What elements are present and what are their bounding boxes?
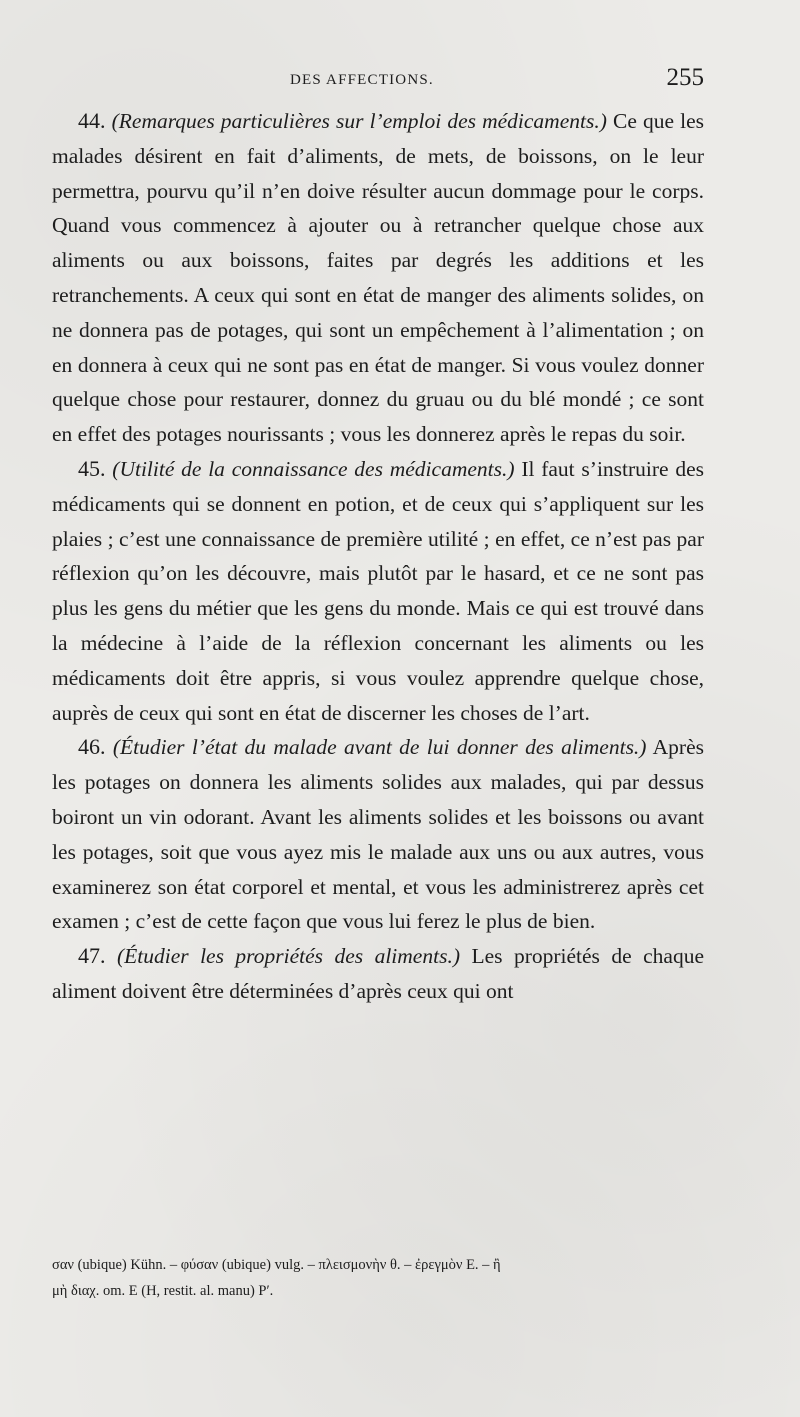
section-text: Il faut s’instruire des médicaments qui se donnent en potion, et de ceux qui s’appliquent sur les plaies ; c’est une connaissance de première utilité ; en effet, ce n’est pas par réflexion qu’on les découvre, mais plutôt par le hasard, et ce ne sont pas plus les gens du métier que les gens du monde. Mais ce qui est trouvé dans la médecine à l’aide de la réflexion concernant les aliments ou les médicaments doit être appris, si vous voulez apprendre quelque chose, auprès de ceux qui sont en état de discerner les choses de l’art. [52,456,705,725]
section-text: Les propriétés de chaque aliment doivent être déterminées d’après ceux qui ont [52,944,705,1003]
running-title: DES AFFECTIONS. [290,72,434,88]
section-number: 44. [78,108,106,133]
section-rubric: (Utilité de la connaissance des médicaments.) [112,456,515,481]
section-rubric: (Étudier l’état du malade avant de lui donner des aliments.) [112,735,647,760]
section-text: Après les potages on donnera les aliments solides aux malades, qui par dessus boiront un vin odorant. Avant les aliments solides et les boissons ou avant les potages, soit que vous ayez mis le malade aux uns ou aux autres, vous examinerez son état corporel et mental, et vous les administrerez après cet examen ; c’est de cette façon que vous lui ferez le plus de bien. [52,735,704,934]
section-rubric: (Remarques particulières sur l’emploi des médicaments.) [111,109,607,133]
section-number: 46. [78,734,106,760]
page-header [52,64,704,104]
section-45 [52,452,704,730]
section-46 [52,730,704,939]
section-44 [52,104,704,452]
section-text: Ce que les malades désirent en fait d’aliments, de mets, de boissons, on le leur permettra, pourvu qu’il n’en doive résulter aucun dommage pour le corps. Quand vous commencez à ajouter ou à retrancher quelque chose aux aliments ou aux boissons, faites par degrés les additions et les retranchements. A ceux qui sont en état de manger des aliments solides, on ne donnera pas de potages, qui sont un empêchement à l’alimentation ; on en donnera à ceux qui ne sont pas en état de manger. Si vous voulez donner quelque chose pour restaurer, donnez du gruau ou du blé mondé ; ce sont en effet des potages nourissants ; vous les donnerez après le repas du soir. [52,109,705,447]
footnote-line: μὴ διαχ. om. E (H, restit. al. manu) P′. [52,1283,274,1299]
page-number: 255 [666,64,704,91]
section-47 [52,939,704,1009]
section-number: 47. [78,943,106,969]
section-number: 45. [78,455,106,481]
section-rubric: (Étudier les propriétés des aliments.) [116,944,460,969]
footnote-line: σαν (ubique) Kühn. – φύσαν (ubique) vulg. – πλεισμονὴν θ. – ἐρεγμὸν E. – ἢ [52,1257,501,1273]
critical-apparatus [52,1252,704,1304]
main-text [52,104,704,1009]
